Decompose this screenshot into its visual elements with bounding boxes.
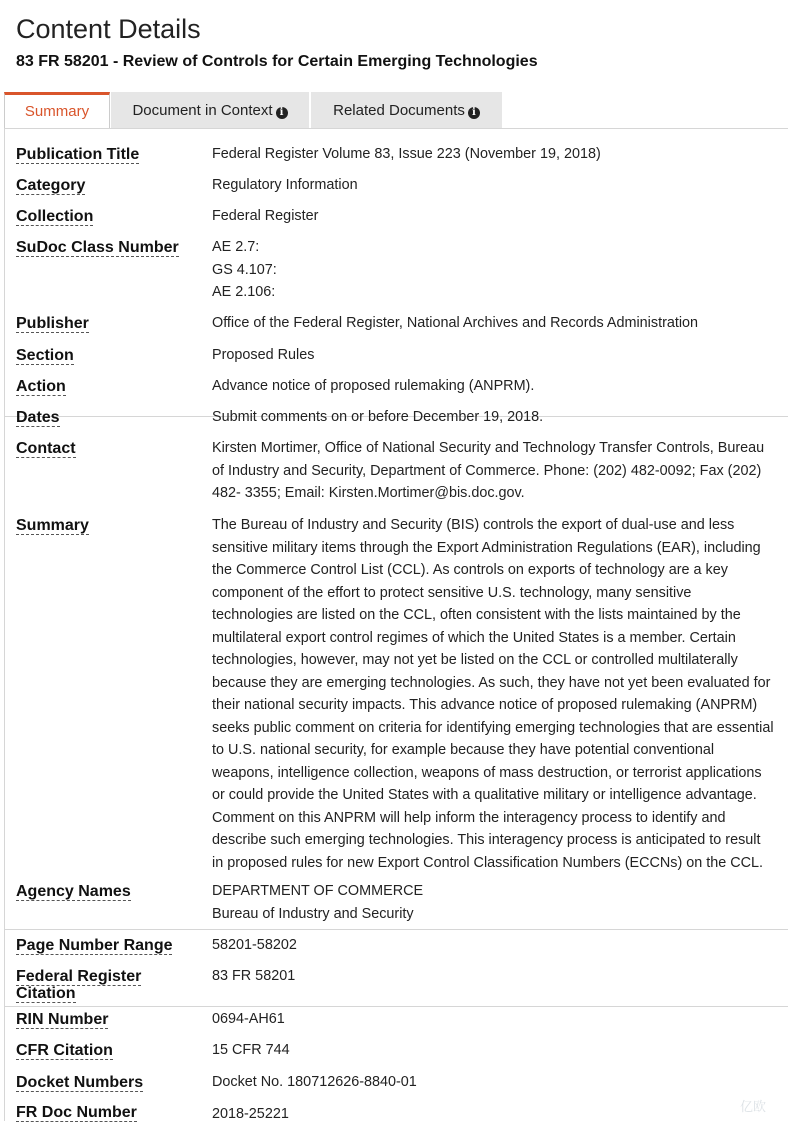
watermark: 亿欧 bbox=[739, 1099, 766, 1114]
field-value: 0694-AH61 bbox=[212, 1011, 285, 1027]
sudoc-value: GS 4.107: bbox=[212, 261, 277, 278]
document-heading: 83 FR 58201 - Review of Controls for Certain Emerging Technologies bbox=[16, 53, 538, 70]
field-value: Office of the Federal Register, National Archives and Records Administration bbox=[212, 315, 699, 331]
field-value: 2018-25221 bbox=[212, 1106, 289, 1122]
field-label[interactable]: Dates bbox=[16, 409, 60, 426]
summary-line: the Commerce Control List (CCL). As controls on exports of technology are a key bbox=[212, 562, 728, 578]
summary-line: weapons, intelligence collection, weapons of mass destruction, or terrorist applications bbox=[212, 764, 762, 781]
field-value bbox=[212, 236, 774, 304]
tab-related-documents-label: Related Documents bbox=[333, 102, 465, 119]
summary-line: component of the effort to protect sensitive U.S. technology, many sensitive bbox=[212, 584, 692, 601]
field-label[interactable]: Federal Register Citation bbox=[16, 968, 142, 1002]
contact-line: of Industry and Security, Department of Commerce. Phone: (202) 482-0092; Fax (202) bbox=[212, 462, 762, 479]
field-value: Submit comments on or before December 19, 2018. bbox=[212, 409, 544, 425]
contact-line: 482- 3355; Email: Kirsten.Mortimer@bis.doc.gov. bbox=[212, 485, 525, 501]
field-value bbox=[212, 880, 774, 925]
sudoc-value: AE 2.106: bbox=[212, 284, 276, 300]
field-label[interactable]: Docket Numbers bbox=[16, 1074, 144, 1091]
summary-line: in proposed rules for new Export Control Classification Numbers (ECCNs) on the CCL. bbox=[212, 854, 764, 871]
field-value: 58201-58202 bbox=[212, 937, 297, 953]
field-label[interactable]: Publication Title bbox=[16, 146, 140, 163]
tab-summary-label: Summary bbox=[24, 103, 90, 120]
field-label[interactable]: CFR Citation bbox=[16, 1042, 113, 1059]
field-label[interactable]: Contact bbox=[16, 440, 76, 457]
tab-summary[interactable] bbox=[4, 92, 110, 129]
summary-line: their national security impacts. This advance notice of proposed rulemaking (ANPRM) bbox=[212, 697, 758, 713]
summary-line: technologies are listed on the CCL, often consistent with the lists maintained by the bbox=[212, 607, 741, 623]
field-value: 83 FR 58201 bbox=[212, 968, 296, 984]
contact-line: Kirsten Mortimer, Office of National Security and Technology Transfer Controls, Bureau bbox=[212, 440, 765, 456]
field-label[interactable]: Action bbox=[16, 378, 66, 395]
field-value bbox=[212, 437, 774, 505]
divider bbox=[4, 929, 788, 930]
field-value bbox=[212, 514, 774, 874]
summary-line: sensitive military items through the Export Administration Regulations (EAR), including bbox=[212, 539, 761, 556]
field-label[interactable]: Publisher bbox=[16, 315, 89, 332]
field-value: Advance notice of proposed rulemaking (ANPRM). bbox=[212, 378, 535, 394]
field-value: Proposed Rules bbox=[212, 347, 315, 363]
tab-document-in-context-label: Document in Context bbox=[132, 102, 273, 119]
agency-name: DEPARTMENT OF COMMERCE bbox=[212, 883, 424, 899]
summary-line: to U.S. national security, for example because they have potential conventional bbox=[212, 742, 715, 758]
divider bbox=[4, 1006, 788, 1007]
field-label[interactable]: Category bbox=[16, 177, 86, 194]
summary-line: technologies, however, may not yet be listed on the CCL or controlled multilaterally bbox=[212, 652, 738, 668]
info-icon[interactable]: i bbox=[468, 107, 480, 119]
field-value: Federal Register Volume 83, Issue 223 (November 19, 2018) bbox=[212, 146, 601, 162]
tab-related-documents[interactable] bbox=[311, 92, 502, 129]
field-label[interactable]: Section bbox=[16, 347, 74, 364]
field-label[interactable]: RIN Number bbox=[16, 1011, 109, 1028]
summary-line: The Bureau of Industry and Security (BIS) controls the export of dual-use and less bbox=[212, 517, 735, 533]
field-label[interactable]: Page Number Range bbox=[16, 937, 173, 954]
field-label[interactable]: SuDoc Class Number bbox=[16, 239, 179, 256]
field-label[interactable]: Agency Names bbox=[16, 883, 131, 900]
field-label[interactable]: Collection bbox=[16, 208, 94, 225]
summary-line: because they are emerging technologies. As such, they have not yet been evaluated for bbox=[212, 674, 771, 691]
field-value: 15 CFR 744 bbox=[212, 1042, 290, 1058]
page-title: Content Details bbox=[16, 14, 201, 44]
field-label[interactable]: Summary bbox=[16, 517, 89, 534]
info-icon[interactable]: i bbox=[276, 107, 288, 119]
sudoc-value: AE 2.7: bbox=[212, 239, 260, 255]
summary-line: seeks public comment on criteria for identifying emerging technologies that are essential bbox=[212, 719, 774, 736]
field-value: Regulatory Information bbox=[212, 177, 358, 193]
field-value: Docket No. 180712626-8840-01 bbox=[212, 1074, 417, 1090]
field-value: Federal Register bbox=[212, 208, 319, 224]
summary-line: Comment on this ANPRM will help inform the interagency process to identify and bbox=[212, 809, 726, 826]
summary-line: or could provide the United States with a qualitative military or intelligence advantage. bbox=[212, 787, 757, 803]
field-label[interactable]: FR Doc Number bbox=[16, 1104, 137, 1121]
agency-name: Bureau of Industry and Security bbox=[212, 905, 414, 922]
tab-document-in-context[interactable] bbox=[111, 92, 309, 129]
tab-bar bbox=[4, 92, 788, 129]
summary-line: multilateral export control regimes of which the United States is a member. Certain bbox=[212, 629, 736, 646]
summary-line: describe such emerging technologies. This interagency process is anticipated to result bbox=[212, 832, 761, 848]
